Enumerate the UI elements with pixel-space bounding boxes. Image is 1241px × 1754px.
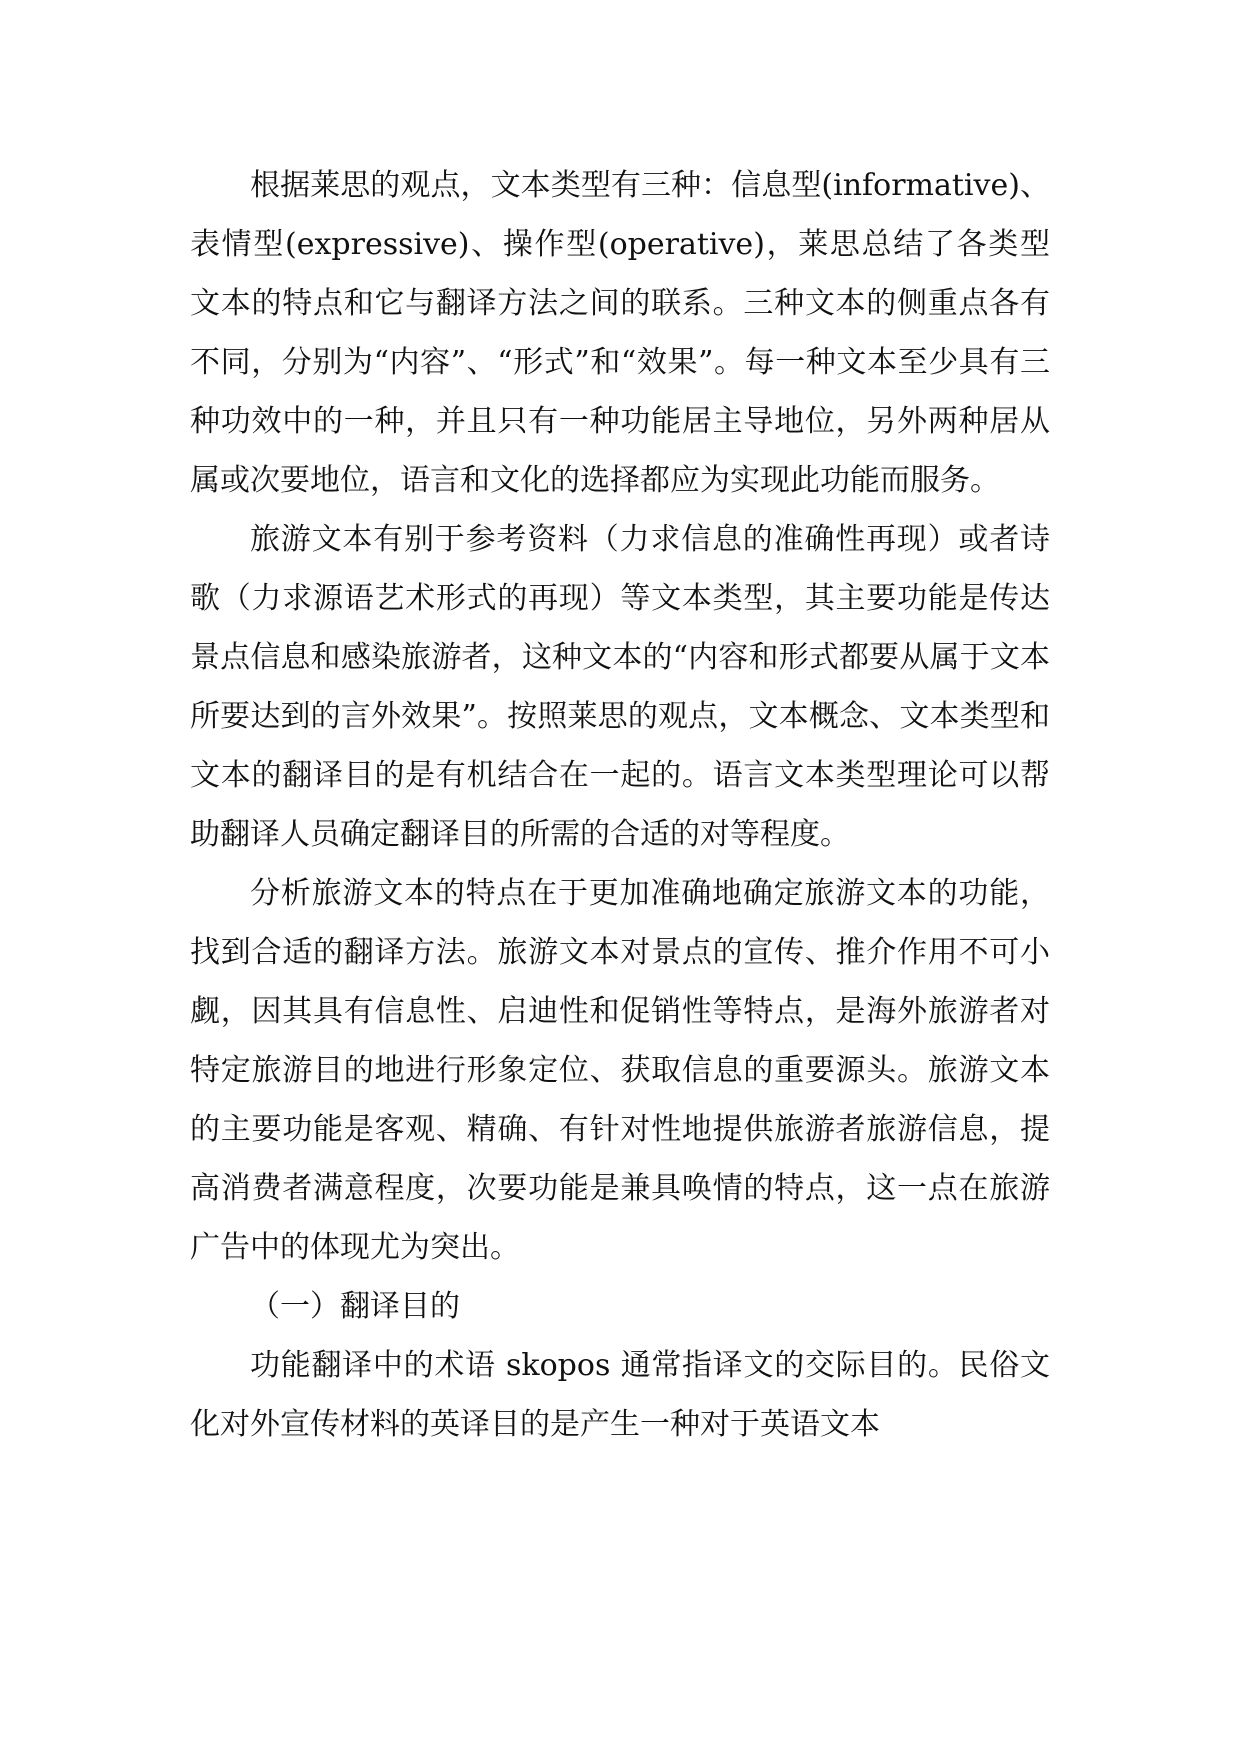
- paragraph-tourism-text: 旅游文本有别于参考资料（力求信息的准确性再现）或者诗歌（力求源语艺术形式的再现）等文本类型，其主要功能是传达景点信息和感染旅游者，这种文本的“内容和形式都要从属于文本所要达到的言外效果”。按照莱思的观点，文本概念、文本类型和文本的翻译目的是有机结合在一起的。语言文本类型理论可以帮助翻译人员确定翻译目的所需的合适的对等程度。: [190, 522, 1050, 852]
- paragraph-tourism-features: 分析旅游文本的特点在于更加准确地确定旅游文本的功能，找到合适的翻译方法。旅游文本对景点的宣传、推介作用不可小觑，因其具有信息性、启迪性和促销性等特点，是海外旅游者对特定旅游目的地进行形象定位、获取信息的重要源头。旅游文本的主要功能是客观、精确、有针对性地提供旅游者旅游信息，提高消费者满意程度，次要功能是兼具唤情的特点，这一点在旅游广告中的体现尤为突出。: [190, 876, 1050, 1265]
- document-page: [190, 156, 1050, 1454]
- paragraph-text-types: 根据莱思的观点，文本类型有三种：信息型(informative)、表情型(expressive)、操作型(operative)，莱思总结了各类型文本的特点和它与翻译方法之间的联系。三种文本的侧重点各有不同，分别为“内容”、“形式”和“效果”。每一种文本至少具有三种功效中的一种，并且只有一种功能居主导地位，另外两种居从属或次要地位，语言和文化的选择都应为实现此功能而服务。: [190, 168, 1050, 498]
- section-heading: （一）翻译目的: [250, 1289, 460, 1324]
- paragraph-skopos: 功能翻译中的术语 skopos 通常指译文的交际目的。民俗文化对外宣传材料的英译目的是产生一种对于英语文本: [190, 1348, 1050, 1442]
